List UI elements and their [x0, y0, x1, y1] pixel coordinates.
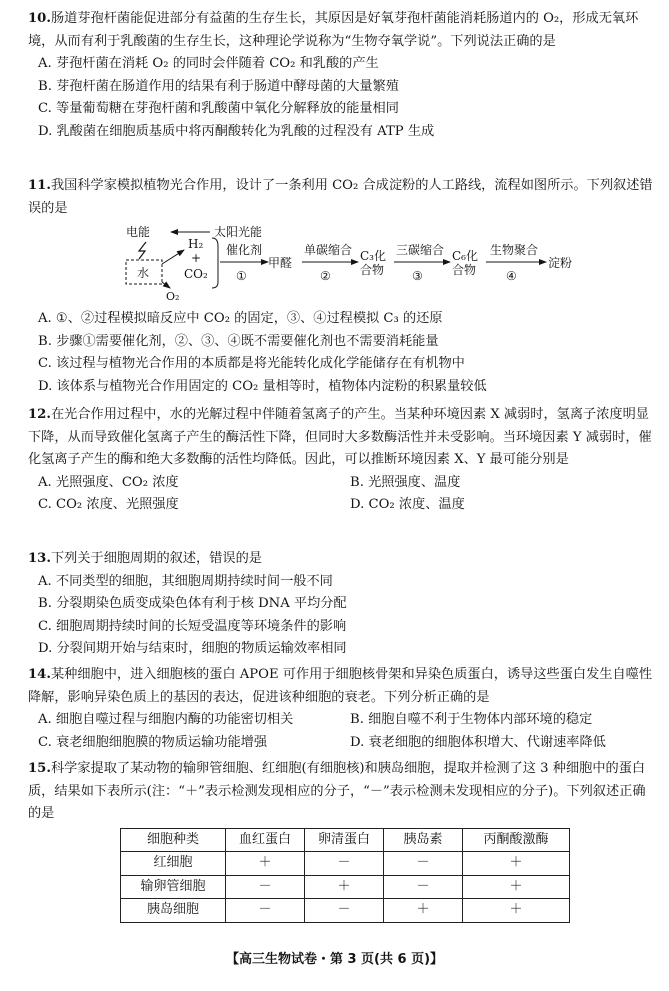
- options-grid: [38, 472, 658, 517]
- electric-energy-label: 电能: [126, 225, 151, 239]
- question-10: [28, 8, 658, 143]
- table-row: [121, 875, 570, 899]
- options-grid: [38, 709, 658, 754]
- option-b: B. 芽孢杆菌在肠道作用的结果有利于肠道中酵母菌的大量繁殖: [38, 78, 399, 94]
- table-cell: －: [226, 899, 305, 923]
- option-b: B. 步骤①需要催化剂，②、③、④既不需要催化剂也不需要消耗能量: [38, 333, 439, 349]
- option-a: A. ①、②过程模拟暗反应中 CO₂ 的固定，③、④过程模拟 C₃ 的还原: [38, 311, 443, 326]
- question-13: [28, 548, 658, 661]
- table-cell: ＋: [384, 899, 463, 923]
- table-cell: ＋: [226, 852, 305, 876]
- question-stem: [28, 8, 658, 53]
- o2-label: O₂: [166, 290, 180, 302]
- table-header: 细胞种类: [121, 828, 226, 852]
- question-text: 在光合作用过程中，水的光解过程中伴随着氢离子的产生。当某种环境因素 X 减弱时，氢离子浓度明显下降，从而导致催化氢离子产生的酶活性下降，但同时大多数酶活性并未受影响。当环境因素 Y 减弱时，催化氢离子产生的酶和绝大多数酶的活性均降低。因此，可以推断环境因素 X、Y 最可能分别是: [28, 407, 652, 467]
- c6-compound-label: C₆化: [452, 249, 478, 263]
- option-d: D. 分裂间期开始与结束时，细胞的物质运输效率相同: [38, 641, 347, 656]
- step-4-number: ④: [506, 269, 517, 283]
- option-c: C. 衰老细胞细胞膜的物质运输功能增强: [38, 734, 268, 750]
- water-to-o2-arrow: [162, 282, 170, 288]
- table-header: 胰岛素: [384, 828, 463, 852]
- option-c: C. 等量葡萄糖在芽孢杆菌和乳酸菌中氧化分解释放的能量相同: [38, 101, 399, 116]
- table-header: 卵清蛋白: [305, 828, 384, 852]
- option-d: D. 该体系与植物光合作用固定的 CO₂ 量相等时，植物体内淀粉的积累量较低: [38, 378, 487, 394]
- option-a: A. 细胞自噬过程与细胞内酶的功能密切相关: [38, 712, 294, 727]
- question-12: [28, 404, 658, 517]
- question-stem: [28, 664, 658, 709]
- option-b: B. 光照强度、温度: [350, 474, 461, 490]
- option-c: C. 该过程与植物光合作用的本质都是将光能转化成化学能储存在有机物中: [38, 356, 465, 371]
- bracket: [212, 238, 218, 288]
- starch-label: 淀粉: [548, 256, 573, 270]
- step-1-number: ①: [236, 269, 247, 283]
- step-2-label: 单碳缩合: [304, 243, 353, 257]
- protein-detection-table: [120, 828, 570, 923]
- question-stem: [28, 548, 658, 571]
- question-text: 科学家提取了某动物的输卵管细胞、红细胞(有细胞核)和胰岛细胞，提取并检测了这 3 种细胞中的蛋白质，结果如下表所示(注：“＋”表示检测发现相应的分子，“－”表示检测未发现相应的分子)。下列叙述正确的是: [28, 761, 646, 821]
- table-cell: －: [384, 852, 463, 876]
- c3-compound-label-2: 合物: [360, 263, 385, 277]
- option-b: B. 分裂期染色质变成染色体有利于核 DNA 平均分配: [38, 596, 347, 611]
- question-number: 11.: [28, 178, 51, 193]
- option-d: D. 衰老细胞的细胞体积增大、代谢速率降低: [350, 734, 606, 750]
- question-text: 肠道芽孢杆菌能促进部分有益菌的生存生长，其原因是好氧芽孢杆菌能消耗肠道内的 O₂，形成无氧环境，从而有利于乳酸菌的生存生长，这种理论学说称为“生物夺氧学说”。下列说法正确的是: [28, 11, 639, 49]
- table-cell: ＋: [463, 899, 570, 923]
- question-11: [28, 175, 658, 398]
- option-c: C. 细胞周期持续时间的长短受温度等环境条件的影响: [38, 618, 347, 634]
- table-cell: －: [226, 875, 305, 899]
- question-number: 14.: [28, 667, 51, 682]
- option-c: C. CO₂ 浓度、光照强度: [38, 497, 179, 512]
- table-cell: 红细胞: [121, 852, 226, 876]
- table-header: 丙酮酸激酶: [463, 828, 570, 852]
- question-number: 12.: [28, 407, 51, 422]
- option-a: A. 芽孢杆菌在消耗 O₂ 的同时会伴随着 CO₂ 和乳酸的产生: [38, 56, 379, 71]
- question-number: 10.: [28, 11, 51, 26]
- table-cell: －: [305, 899, 384, 923]
- table-cell: ＋: [463, 875, 570, 899]
- plus-sign: +: [191, 251, 202, 265]
- question-text: 我国科学家模拟植物光合作用，设计了一条利用 CO₂ 合成淀粉的人工路线，流程如图所示。下列叙述错误的是: [28, 178, 653, 216]
- step-2-number: ②: [320, 269, 331, 283]
- option-a: A. 不同类型的细胞，其细胞周期持续时间一般不同: [38, 573, 333, 589]
- question-text: 下列关于细胞周期的叙述，错误的是: [50, 551, 262, 566]
- option-b: B. 细胞自噬不利于生物体内部环境的稳定: [350, 712, 593, 727]
- starch-synthesis-diagram: [108, 224, 628, 302]
- table-cell: ＋: [305, 875, 384, 899]
- question-number: 15.: [28, 761, 51, 776]
- water-label: 水: [137, 266, 150, 280]
- question-stem: [28, 175, 658, 220]
- page-footer: 【高三生物试卷・第 3 页(共 6 页)】: [225, 952, 444, 967]
- question-number: 13.: [28, 551, 51, 566]
- lightning-icon: [139, 242, 146, 259]
- table-cell: －: [384, 875, 463, 899]
- table-cell: 胰岛细胞: [121, 899, 226, 923]
- question-stem: [28, 758, 658, 826]
- option-d: D. 乳酸菌在细胞质基质中将丙酮酸转化为乳酸的过程没有 ATP 生成: [38, 123, 435, 139]
- flow-diagram: [108, 224, 628, 302]
- step-1-label: 催化剂: [226, 243, 263, 257]
- question-14: [28, 664, 658, 754]
- question-text: 某种细胞中，进入细胞核的蛋白 APOE 可作用于细胞核骨架和异染色质蛋白，诱导这些蛋白发生自噬性降解，影响异染色质上的基因的表达，促进该种细胞的衰老。下列分析正确的是: [28, 667, 653, 705]
- table-header-row: [121, 828, 570, 852]
- table-header: 血红蛋白: [226, 828, 305, 852]
- step-4-label: 生物聚合: [490, 243, 539, 257]
- question-stem: [28, 404, 658, 472]
- option-d: D. CO₂ 浓度、温度: [350, 497, 465, 512]
- c3-compound-label: C₃化: [360, 249, 386, 263]
- solar-energy-label: 太阳光能: [214, 225, 263, 239]
- question-15: [28, 758, 658, 923]
- step-3-label: 三碳缩合: [396, 243, 445, 257]
- table-cell: －: [305, 852, 384, 876]
- step-3-number: ③: [412, 269, 423, 283]
- table-row: [121, 852, 570, 876]
- table-cell: 输卵管细胞: [121, 875, 226, 899]
- co2-label: CO₂: [184, 267, 208, 281]
- formaldehyde-label: 甲醛: [268, 256, 293, 270]
- water-to-h2-arrow: [162, 250, 184, 264]
- c6-compound-label-2: 合物: [452, 263, 477, 277]
- table-cell: ＋: [463, 852, 570, 876]
- option-a: A. 光照强度、CO₂ 浓度: [38, 474, 179, 490]
- h2-label: H₂: [188, 237, 204, 251]
- table-row: [121, 899, 570, 923]
